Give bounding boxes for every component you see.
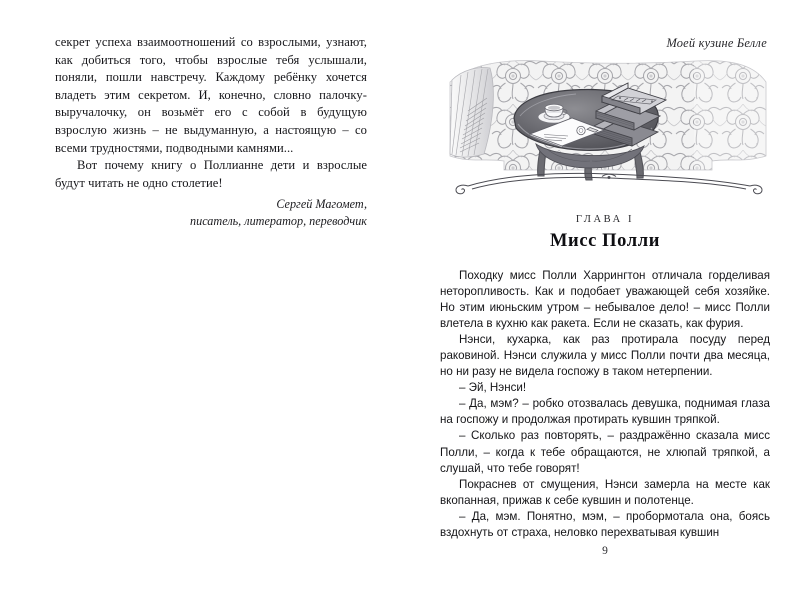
- paragraph: – Сколько раз повторять, – раздражённо сказала мисс Полли, – когда к тебе обращаются, не хлюпай тряпкой, а слушай, что тебе говорят!: [440, 429, 770, 475]
- foreword-signature: [55, 196, 367, 231]
- right-page-body: [440, 268, 770, 541]
- paragraph: Вот почему книгу о Поллианне дети и взрослые будут читать не одно столетие!: [55, 158, 367, 190]
- paragraph: – Эй, Нэнси!: [459, 381, 527, 395]
- chapter-illustration: [444, 58, 774, 208]
- paragraph: – Да, мэм? – робко отозвалась девушка, поднимая глаза на госпожу и продолжая протирать кувшин тряпкой.: [440, 397, 770, 427]
- left-page-body: [55, 34, 367, 192]
- signature-name: Сергей Магомет,: [276, 197, 367, 211]
- paragraph: Нэнси, кухарка, как раз протирала посуду перед раковиной. Нэнси служила у мисс Полли почти два месяца, но ни разу не видела госпожу в таком нетерпении.: [440, 333, 770, 379]
- paragraph: Покраснев от смущения, Нэнси замерла на месте как вкопанная, прижав к себе кувшин и полотенце.: [440, 477, 770, 507]
- paragraph: – Да, мэм. Понятно, мэм, – пробормотала она, боясь вздохнуть от страха, неловко перехватывая кувшин: [440, 509, 770, 539]
- dedication-line: Моей кузине Белле: [666, 36, 767, 50]
- chapter-heading: [440, 214, 770, 252]
- paragraph: Походку мисс Полли Харрингтон отличала горделивая неторопливость. Как и подобает уважающей себя хозяйке. Но этим июньским утром – небывалое дело! – мисс Полли влетела в кухню как ракета. Если не сказать, как фурия.: [440, 269, 770, 331]
- chapter-title: Мисс Полли: [550, 231, 660, 251]
- page-number: 9: [602, 545, 608, 557]
- right-page: [400, 0, 800, 600]
- paragraph: секрет успеха взаимоотношений со взрослыми, узнают, как добиться того, чтобы взрослые тебя услышали, поняли, пошли навстречу. Каждому ребёнку хочется владеть этим секретом. И, конечно, словно палочку-выручалочку, он возьмёт его с собой в будущую взрослую жизнь – не выдуманную, а настоящую – со всеми трудностями, подводными камнями...: [55, 35, 367, 155]
- signature-role: писатель, литератор, переводчик: [190, 214, 367, 229]
- chapter-label: ГЛАВА I: [575, 214, 635, 225]
